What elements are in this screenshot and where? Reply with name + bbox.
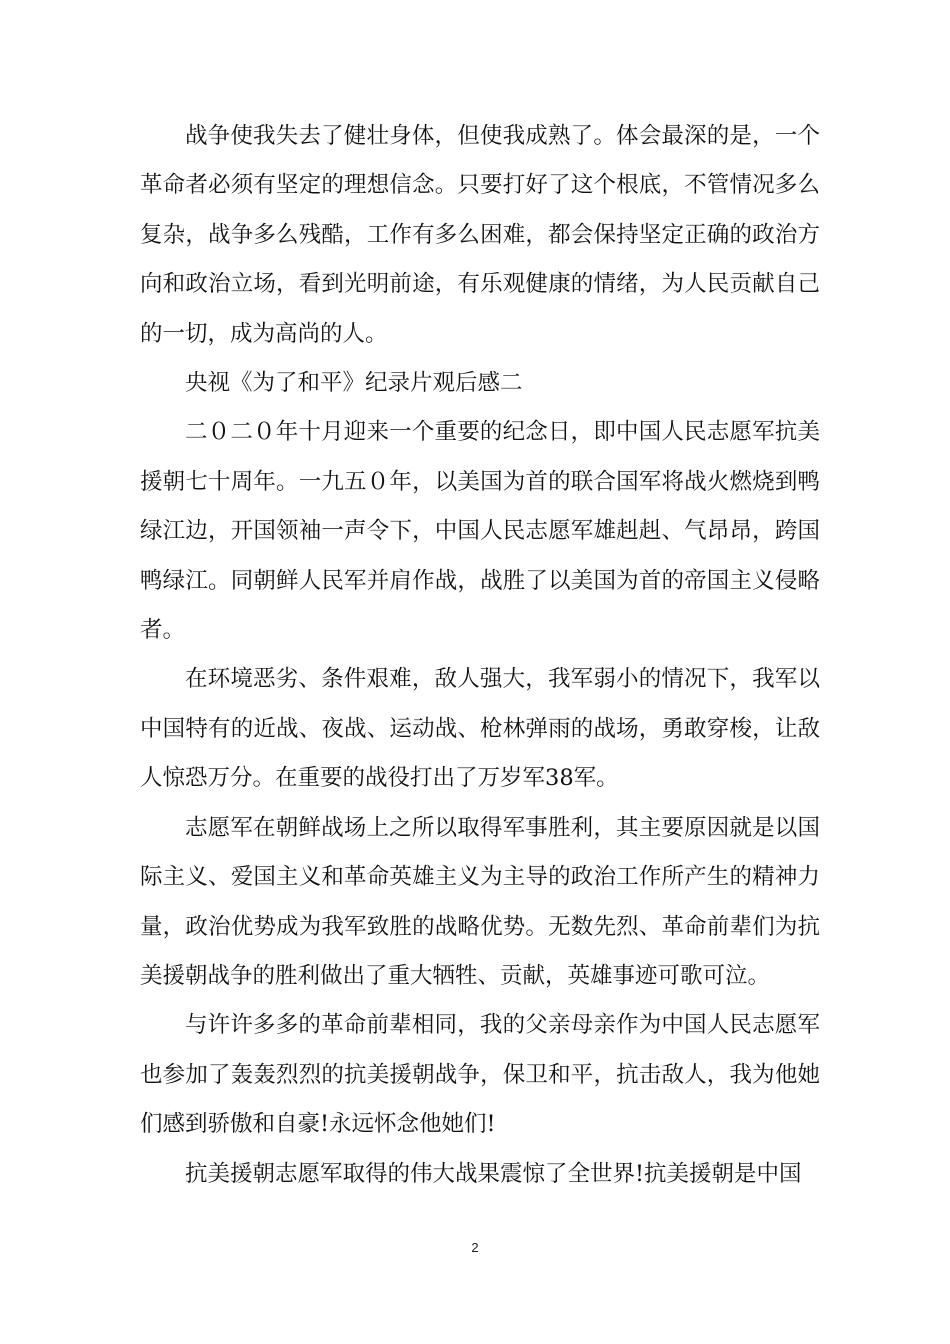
document-body <box>140 112 820 1199</box>
page-number: 2 <box>471 1240 479 1255</box>
paragraph-parents: 与许许多多的革命前辈相同，我的父亲母亲作为中国人民志愿军也参加了轰轰烈烈的抗美援朝战争，保卫和平，抗击敌人，我为他她们感到骄傲和自豪!永远怀念他她们! <box>140 1012 820 1138</box>
paragraph-victory-reasons: 志愿军在朝鲜战场上之所以取得军事胜利，其主要原因就是以国际主义、爱国主义和革命英雄主义为主导的政治工作所产生的精神力量，政治优势成为我军致胜的战略优势。无数先烈、革命前辈们为抗美援朝战争的胜利做出了重大牺牲、贡献，英雄事迹可歌可泣。 <box>140 814 820 989</box>
section-heading: 央视《为了和平》纪录片观后感二 <box>185 370 523 397</box>
paragraph-anniversary: 二０二０年十月迎来一个重要的纪念日，即中国人民志愿军抗美援朝七十周年。一九五０年，以美国为首的联合国军将战火燃烧到鸭绿江边，开国领袖一声令下，中国人民志愿军雄赳赳、气昂昂，跨国鸭绿江。同朝鲜人民军并肩作战，战胜了以美国为首的帝国主义侵略者。 <box>140 419 820 644</box>
paragraph-war-reflection: 战争使我失去了健壮身体，但使我成熟了。体会最深的是，一个革命者必须有坚定的理想信念。只要打好了这个根底，不管情况多么复杂，战争多么残酷，工作有多么困难，都会保持坚定正确的政治方向和政治立场，看到光明前途，有乐观健康的情绪，为人民贡献自己的一切，成为高尚的人。 <box>140 123 820 347</box>
paragraph-closing: 抗美援朝志愿军取得的伟大战果震惊了全世界!抗美援朝是中国 <box>185 1160 802 1187</box>
paragraph-tactics: 在环境恶劣、条件艰难，敌人强大，我军弱小的情况下，我军以中国特有的近战、夜战、运动战、枪林弹雨的战场，勇敢穿梭，让敌人惊恐万分。在重要的战役打出了万岁军38军。 <box>140 666 820 792</box>
